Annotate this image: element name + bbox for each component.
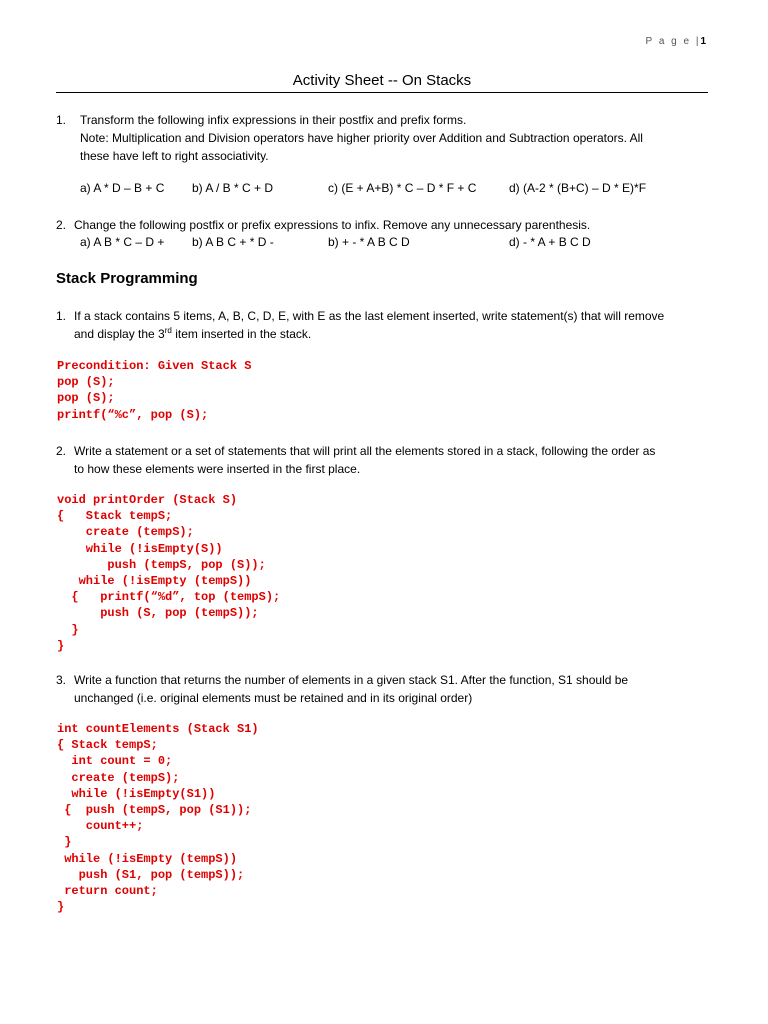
question-text-cont: [74, 325, 716, 343]
question-number: 3.: [56, 673, 67, 687]
stack-question-1: [56, 307, 716, 343]
question-2: [56, 216, 716, 234]
page-label: P a g e |: [645, 36, 701, 47]
text-part: item inserted in the stack.: [171, 327, 312, 341]
question-text: If a stack contains 5 items, A, B, C, D, E, with E as the last element inserted, write statement(s) that will remove: [74, 309, 665, 323]
question-note-cont: these have left to right associativity.: [80, 149, 269, 163]
q1-option-c: c) (E + A+B) * C – D * F + C: [328, 181, 477, 195]
stack-question-2: [56, 442, 716, 478]
superscript: rd: [164, 326, 172, 335]
section-heading: Stack Programming: [56, 270, 198, 287]
question-number: 2.: [56, 218, 67, 232]
question-text-cont: unchanged (i.e. original elements must be retained and in its original order): [74, 691, 473, 705]
question-1: [56, 111, 716, 165]
question-text: Write a function that returns the number of elements in a given stack S1. After the function, S1 should be: [74, 673, 629, 687]
question-number: 1.: [56, 309, 67, 323]
q2-option-a: a) A B * C – D +: [80, 235, 165, 249]
question-text: Write a statement or a set of statements that will print all the elements stored in a stack, following the order as: [74, 444, 656, 458]
question-number: 2.: [56, 444, 67, 458]
q1-option-b: b) A / B * C + D: [192, 181, 274, 195]
q2-option-d: d) - * A + B C D: [509, 235, 591, 249]
page-header: [646, 36, 706, 47]
text-part: and display the 3: [74, 327, 165, 341]
question-text: Transform the following infix expressions in their postfix and prefix forms.: [80, 113, 467, 127]
q1-option-a: a) A * D – B + C: [80, 181, 165, 195]
page-number: 1: [700, 36, 706, 47]
question-text: Change the following postfix or prefix expressions to infix. Remove any unnecessary parenthesis.: [74, 218, 591, 232]
q1-option-d: d) (A-2 * (B+C) – D * E)*F: [509, 181, 647, 195]
code-block-1: Precondition: Given Stack S pop (S); pop (S); printf(“%c”, pop (S);: [57, 359, 252, 422]
question-text-cont: to how these elements were inserted in the first place.: [74, 462, 361, 476]
question-note: Note: Multiplication and Division operators have higher priority over Addition and Subtraction operators. All: [80, 131, 643, 145]
q2-option-c: b) + - * A B C D: [328, 235, 410, 249]
page-title: Activity Sheet -- On Stacks: [56, 72, 708, 93]
question-number: 1.: [56, 113, 67, 127]
q2-option-b: b) A B C + * D -: [192, 235, 274, 249]
stack-question-3: [56, 671, 716, 707]
code-block-2: void printOrder (Stack S) { Stack tempS; create (tempS); while (!isEmpty(S)) push (tempS, pop (S)); while (!isEmpty (tempS)) { printf(“%d”, top (tempS); push (S, pop (tempS)); } }: [57, 493, 281, 653]
code-block-3: int countElements (Stack S1) { Stack tempS; int count = 0; create (tempS); while (!isEmpty(S1)) { push (tempS, pop (S1)); count++; } while (!isEmpty (tempS)) push (S1, pop (tempS)); return count; }: [57, 722, 259, 915]
